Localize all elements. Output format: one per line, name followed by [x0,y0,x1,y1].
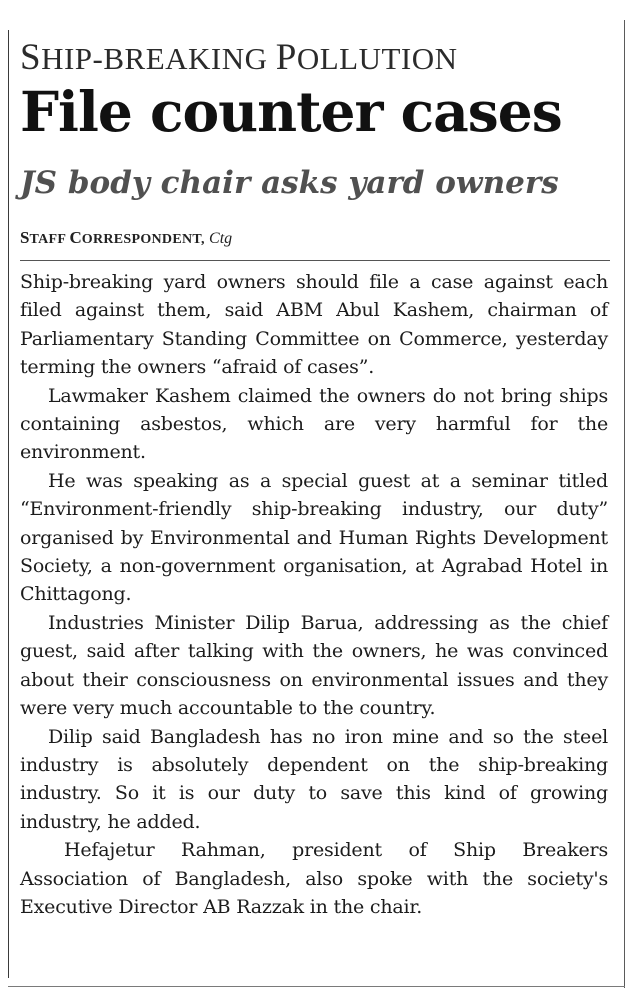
byline-initial: S [20,228,30,247]
right-border-rule [624,20,625,988]
article-kicker [20,36,458,79]
article-headline: File counter cases [20,79,562,144]
article-paragraph: Ship-breaking yard owners should file a case against each filed against them, said ABM Abul Kashem, chairman of Parliamentary Standing Committee on Commerce, yesterday terming the owners “afraid of cases”. [20,271,608,379]
byline-second-rest: ORRESPONDENT, [81,232,205,247]
article-paragraph: He was speaking as a special guest at a seminar titled “Environment-friendly ship-breaking industry, our duty” organised by Environmental and Human Rights Development Society, a non-government organisation, at Agrabad Hotel in Chittagong. [20,469,608,606]
byline-rest: TAFF [29,232,70,247]
left-border-rule [8,30,9,978]
article-paragraph: Dilip said Bangladesh has no iron mine and so the steel industry is absolutely dependent on the ship-breaking industry. So it is our duty to save this kind of growing industry, he added. [20,725,608,833]
kicker-rest: HIP-BREAKING [41,41,276,76]
article-paragraph: Industries Minister Dilip Barua, addressing as the chief guest, said after talking with the owners, he was convinced about their consciousness on environmental issues and they were very much accountable to the country. [20,611,608,720]
kicker-second-initial: P [275,37,297,78]
byline-divider [20,260,610,261]
article-body [20,268,608,921]
article-paragraph: Hefajetur Rahman, president of Ship Breakers Association of Bangladesh, also spoke with the society's Executive Director AB Razzak in the chair. [20,839,608,918]
byline-location: Ctg [209,230,233,247]
kicker-initial: S [20,37,42,78]
article-subhead: JS body chair asks yard owners [20,165,559,201]
byline-second-initial: C [69,228,82,247]
article-paragraph: Lawmaker Kashem claimed the owners do not bring ships containing asbestos, which are very harmful for the environment. [20,384,608,464]
bottom-border-rule [8,986,625,987]
article-byline [20,228,232,248]
kicker-second-rest: OLLUTION [296,41,458,76]
